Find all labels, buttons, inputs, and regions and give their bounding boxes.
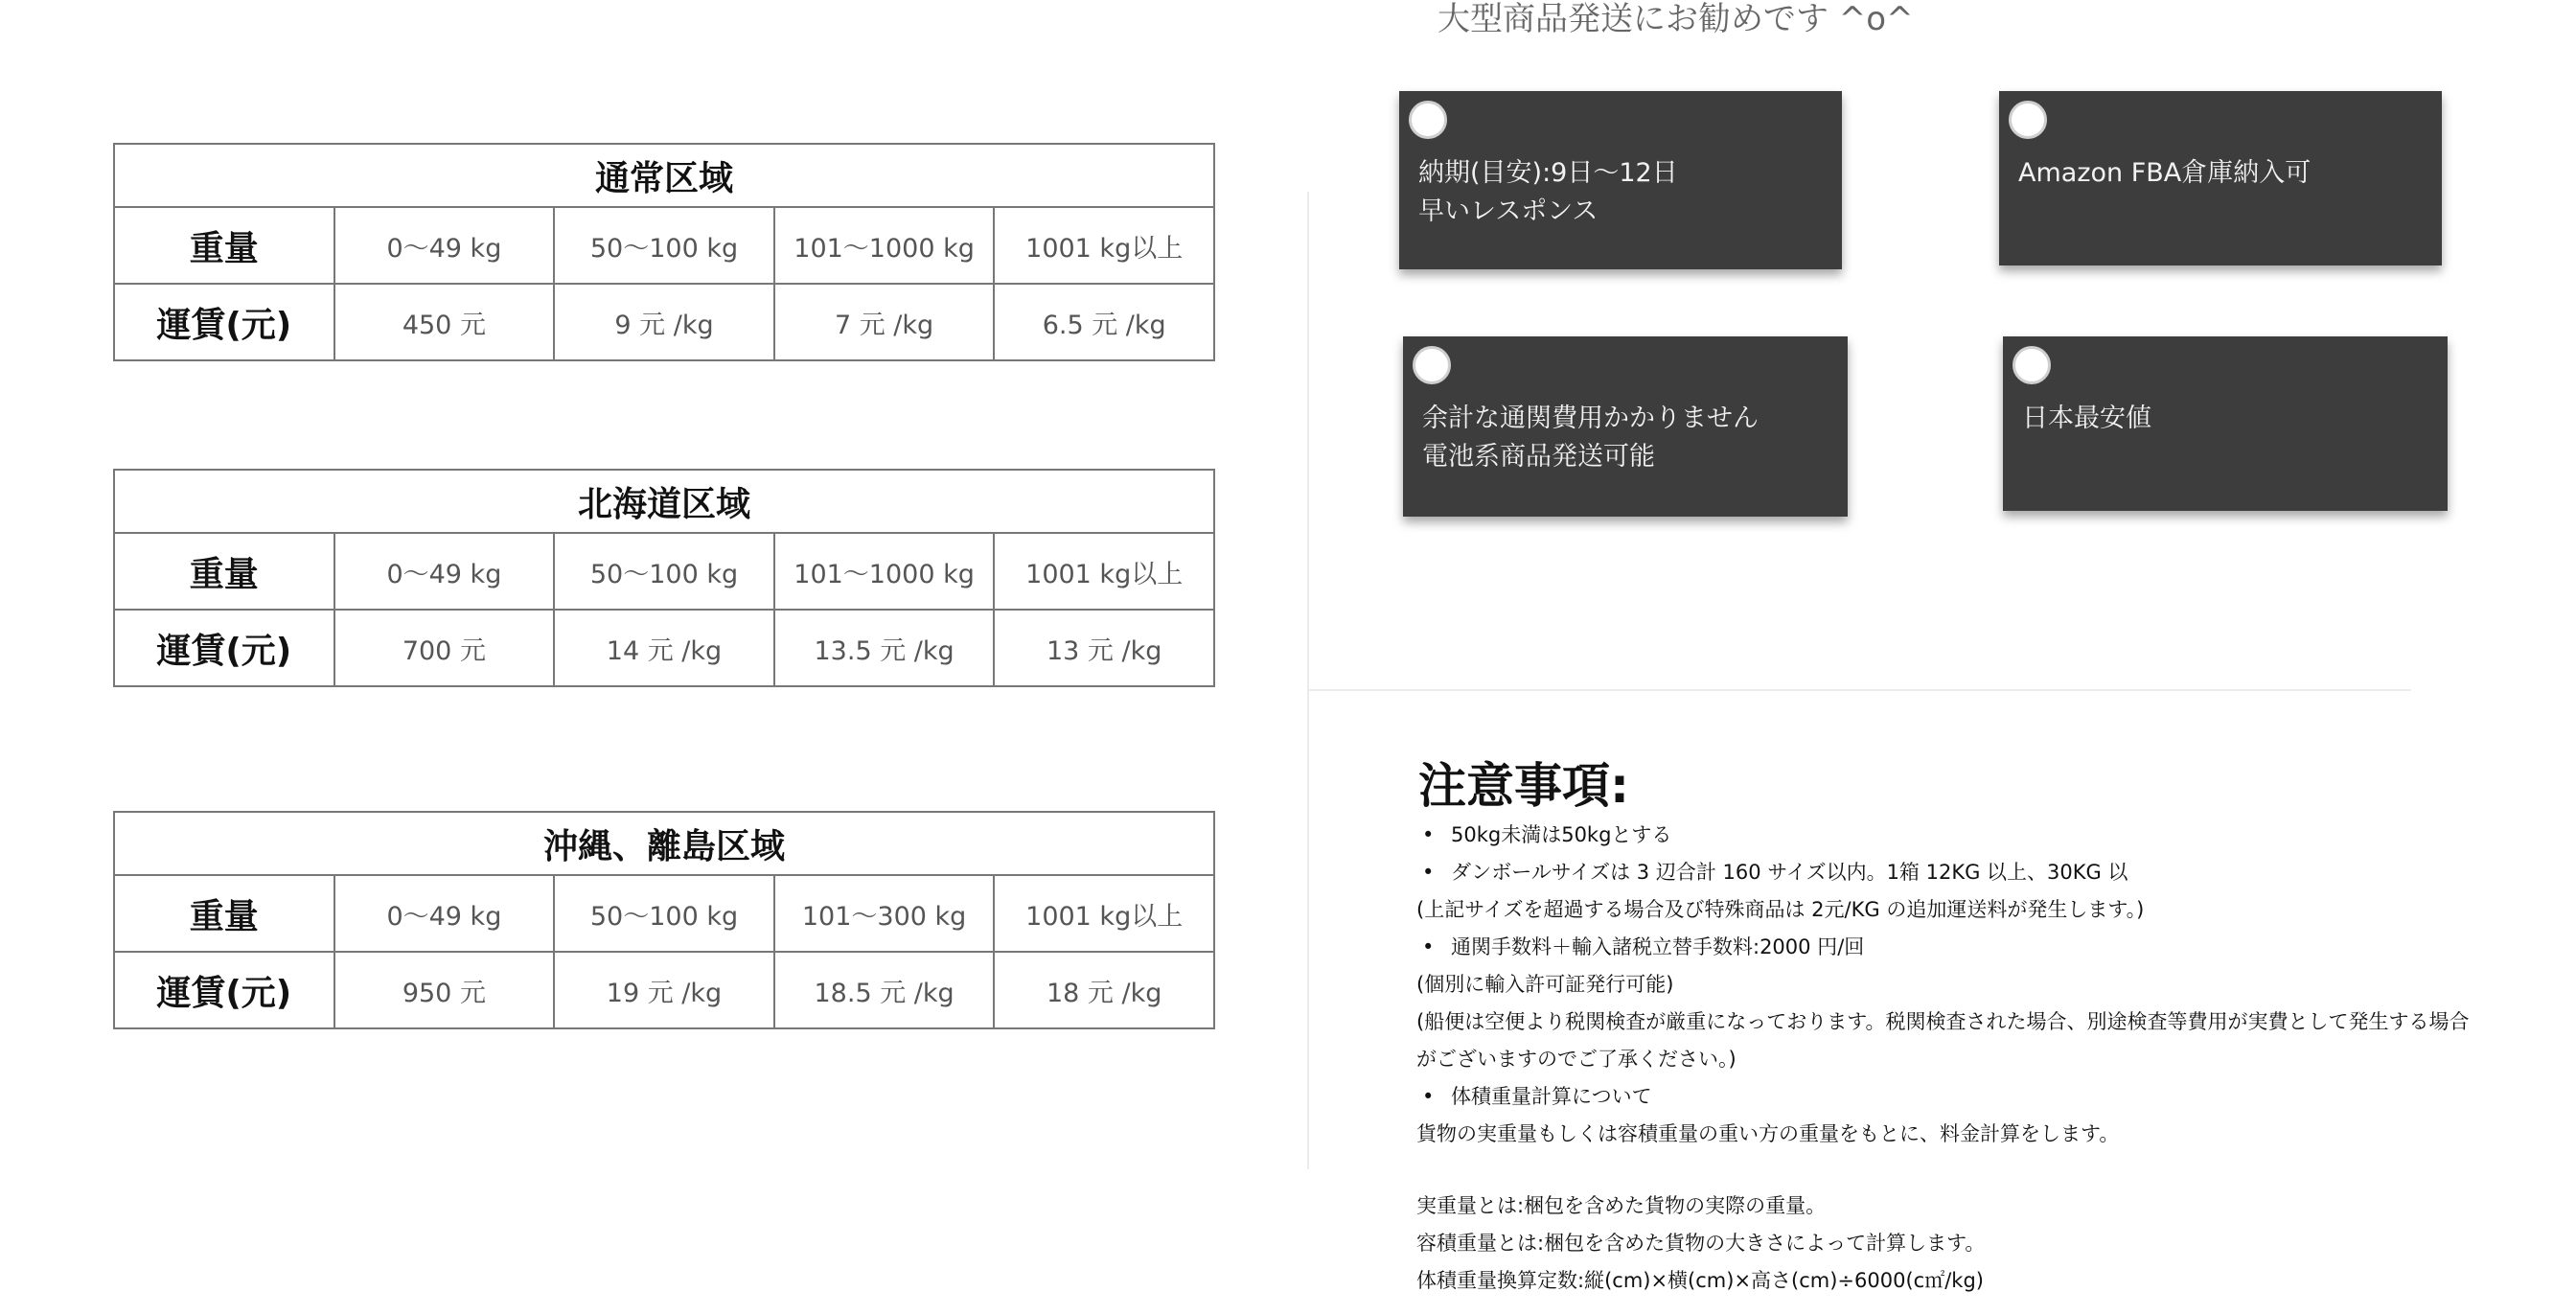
note-line: 実重量とは:梱包を含めた貨物の実際の重量。 xyxy=(1416,1194,1827,1217)
note-line: 体積重量換算定数:縦(cm)×横(cm)×高さ(cm)÷6000(c㎡/kg) xyxy=(1416,1269,1984,1292)
note-line: 容積重量とは:梱包を含めた貨物の大きさによって計算します。 xyxy=(1416,1232,1986,1255)
card-line: 早いレスポンス xyxy=(1418,196,1598,226)
table-title: 北海道区域 xyxy=(114,470,1214,533)
table-title: 沖縄、離島区域 xyxy=(114,812,1214,875)
card-line: Amazon FBA倉庫納入可 xyxy=(2018,158,2312,188)
card-line: 余計な通関費用かかりません xyxy=(1422,404,1759,433)
note-line: (上記サイズを超過する場合及び特殊商品は 2元/KG の追加運送料が発生します。) xyxy=(1416,898,2145,921)
price-cell: 13 元 /kg xyxy=(994,610,1214,686)
circle-icon xyxy=(1409,101,1447,139)
price-cell: 13.5 元 /kg xyxy=(774,610,995,686)
circle-icon xyxy=(2012,346,2051,384)
price-cell: 18 元 /kg xyxy=(994,952,1214,1028)
note-bullet-item: • ダンボールサイズは 3 辺合計 160 サイズ以内。1箱 12KG 以上、30KG 以 xyxy=(1416,854,2557,891)
price-cell: 19 元 /kg xyxy=(554,952,774,1028)
weight-cell: 0～49 kg xyxy=(334,533,555,610)
table-title: 通常区域 xyxy=(114,144,1214,207)
card-text xyxy=(1418,154,1828,231)
price-cell: 700 元 xyxy=(334,610,555,686)
price-cell: 6.5 元 /kg xyxy=(994,284,1214,360)
weight-cell: 0～49 kg xyxy=(334,875,555,952)
note-line xyxy=(1416,1153,2557,1188)
price-cell: 14 元 /kg xyxy=(554,610,774,686)
weight-label: 重量 xyxy=(114,533,334,610)
card-text xyxy=(2022,400,2434,438)
price-cell: 450 元 xyxy=(334,284,555,360)
note-bullet-item: • 通関手数料＋輸入諸税立替手数料:2000 円/回 xyxy=(1416,929,2557,966)
weight-cell: 101～1000 kg xyxy=(774,207,995,284)
feature-card-price xyxy=(2003,336,2448,511)
weight-cell: 0～49 kg xyxy=(334,207,555,284)
note-line: (船便は空便より税関検査が厳重になっております。税関検査された場合、別途検査等費用が実費として発生する場合 xyxy=(1416,1010,2470,1033)
weight-cell: 1001 kg以上 xyxy=(994,875,1214,952)
vertical-divider xyxy=(1307,192,1309,1169)
weight-cell: 50～100 kg xyxy=(554,533,774,610)
circle-icon xyxy=(1413,346,1451,384)
weight-cell: 101～300 kg xyxy=(774,875,995,952)
price-cell: 9 元 /kg xyxy=(554,284,774,360)
weight-cell: 1001 kg以上 xyxy=(994,533,1214,610)
note-line: (個別に輸入許可証発行可能) xyxy=(1416,973,1674,996)
rate-table-standard xyxy=(113,143,1215,361)
weight-cell: 50～100 kg xyxy=(554,875,774,952)
price-cell: 7 元 /kg xyxy=(774,284,995,360)
circle-icon xyxy=(2009,101,2047,139)
price-label: 運賃(元) xyxy=(114,952,334,1028)
price-label: 運賃(元) xyxy=(114,610,334,686)
weight-cell: 101～1000 kg xyxy=(774,533,995,610)
card-text xyxy=(1422,400,1834,476)
feature-card-delivery xyxy=(1399,91,1842,269)
note-bullet-item: • 体積重量計算について xyxy=(1416,1078,2557,1116)
weight-cell: 1001 kg以上 xyxy=(994,207,1214,284)
note-line: 貨物の実重量もしくは容積重量の重い方の重量をもとに、料金計算をします。 xyxy=(1416,1122,2120,1145)
horizontal-divider xyxy=(1309,689,2411,691)
note-bullet-item: • 50kg未満は50kgとする xyxy=(1416,817,2557,854)
rate-table-okinawa xyxy=(113,811,1215,1029)
weight-cell: 50～100 kg xyxy=(554,207,774,284)
card-line: 電池系商品発送可能 xyxy=(1422,442,1655,472)
card-text xyxy=(2018,154,2428,193)
price-cell: 950 元 xyxy=(334,952,555,1028)
rate-table-hokkaido xyxy=(113,469,1215,687)
price-cell: 18.5 元 /kg xyxy=(774,952,995,1028)
weight-label: 重量 xyxy=(114,207,334,284)
card-line: 納期(目安):9日～12日 xyxy=(1418,158,1678,188)
card-line: 日本最安値 xyxy=(2022,404,2151,433)
headline: 大型商品発送にお勧めです ^o^ xyxy=(1438,0,1914,38)
feature-card-fba xyxy=(1999,91,2442,265)
notes-list xyxy=(1416,817,2557,1300)
feature-card-customs xyxy=(1403,336,1848,517)
weight-label: 重量 xyxy=(114,875,334,952)
note-line: がございますのでご了承ください。) xyxy=(1416,1048,1736,1071)
price-label: 運賃(元) xyxy=(114,284,334,360)
notes-title: 注意事項: xyxy=(1418,758,1629,814)
